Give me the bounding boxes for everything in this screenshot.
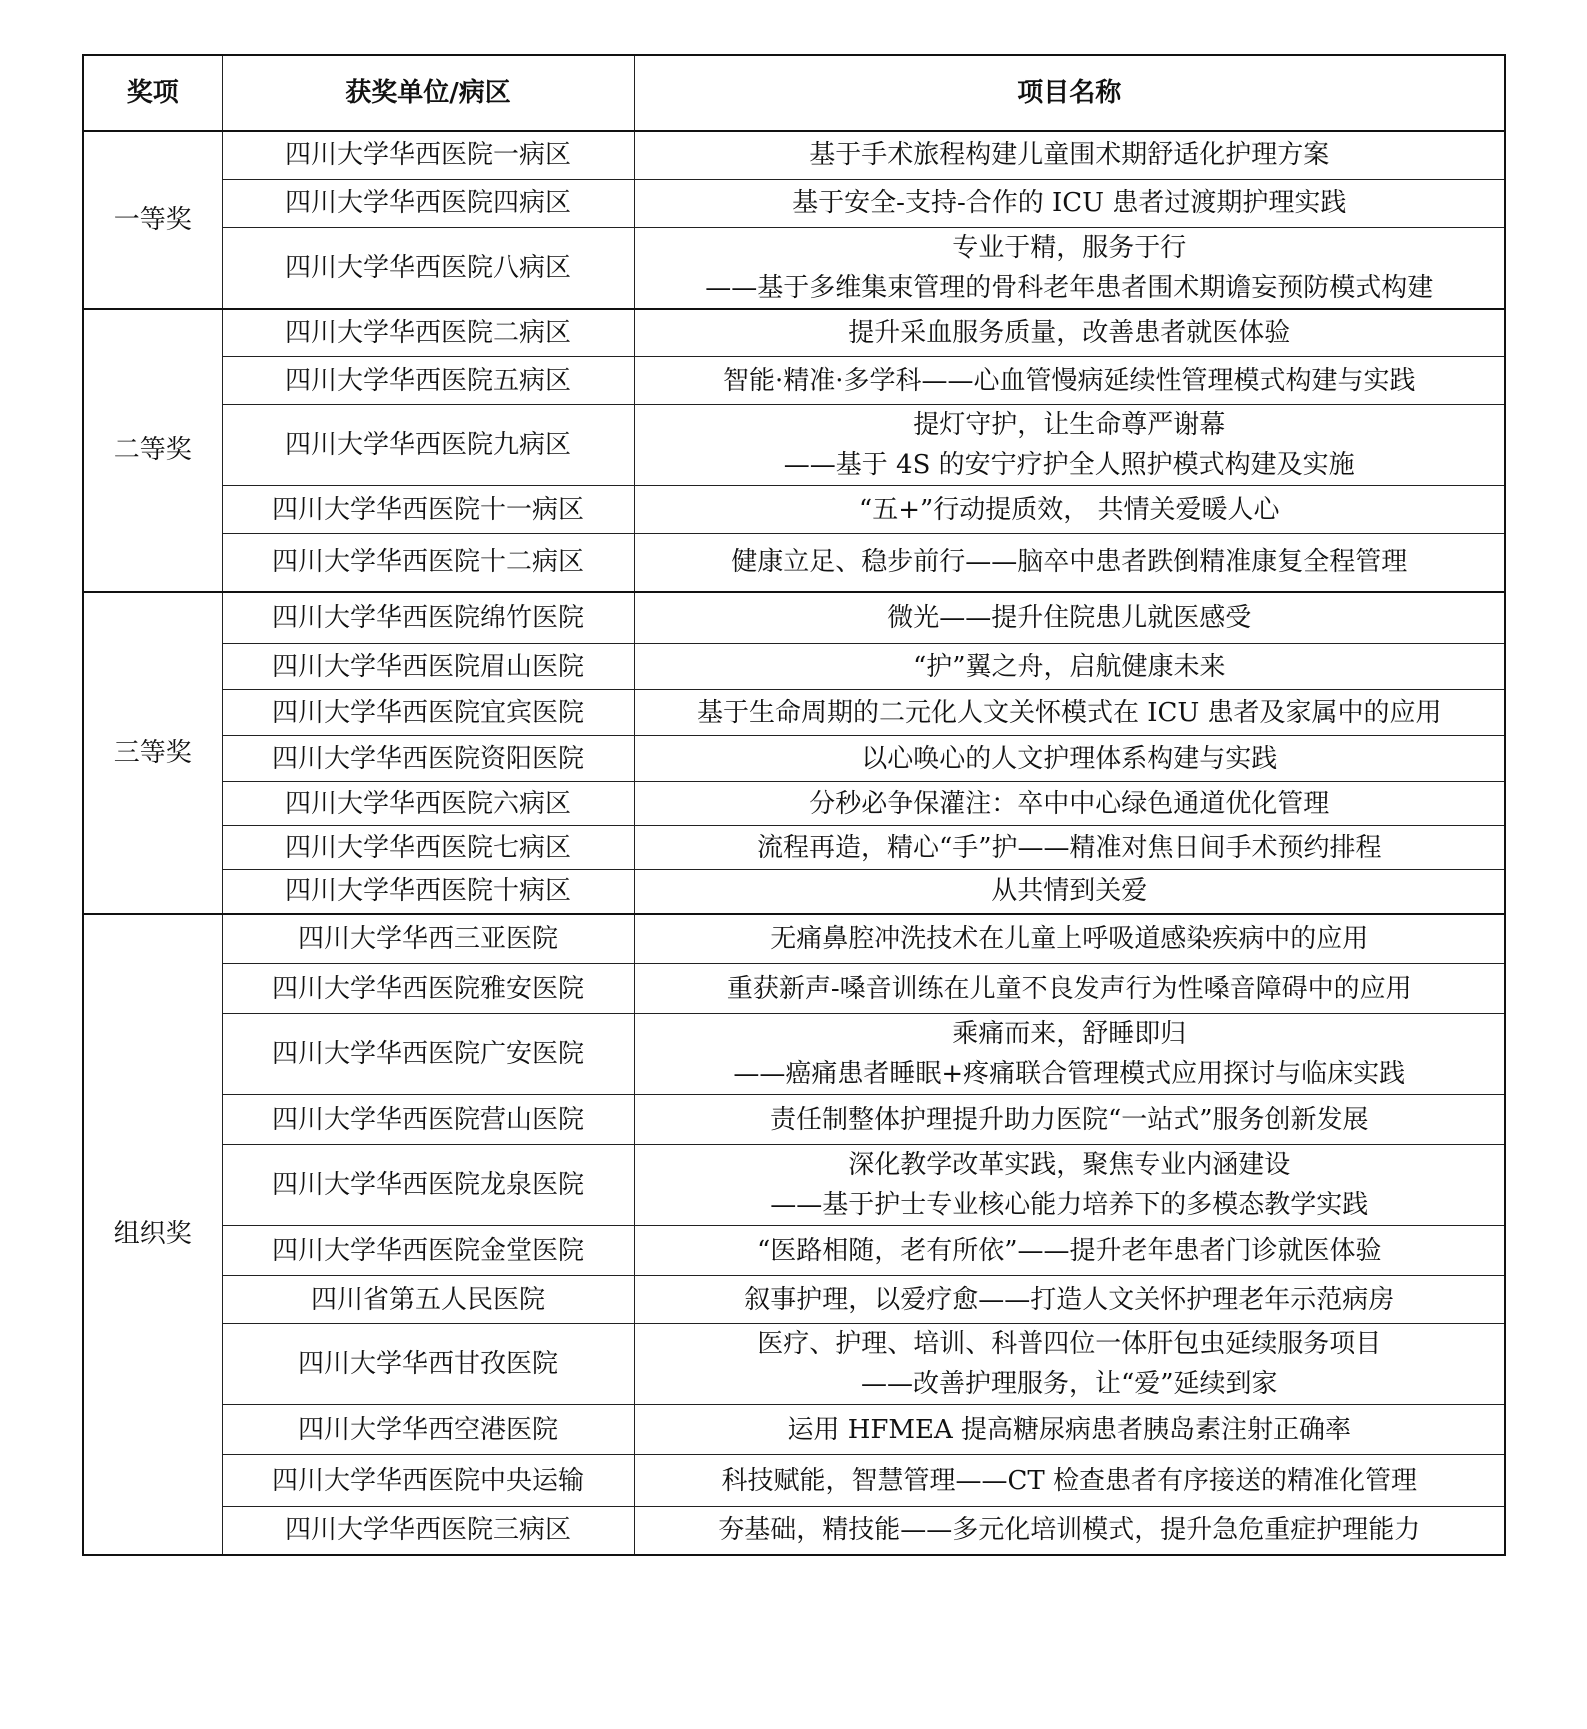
unit-cell: 四川大学华西医院七病区 <box>222 826 634 870</box>
title-line: 微光——提升住院患儿就医感受 <box>887 602 1252 633</box>
unit-cell: 四川大学华西医院八病区 <box>222 227 634 309</box>
title-line: 责任制整体护理提升助力医院“一站式”服务创新发展 <box>769 1104 1369 1135</box>
title-cell <box>634 405 1505 486</box>
award-cell: 组织奖 <box>83 914 222 1555</box>
title-line: 运用 HFMEA 提高糖尿病患者胰岛素注射正确率 <box>787 1414 1352 1445</box>
table-row <box>83 782 1505 826</box>
title-line: ——改善护理服务，让“爱”延续到家 <box>860 1369 1278 1399</box>
header-title: 项目名称 <box>634 55 1505 131</box>
title-line: 深化教学改革实践，聚焦专业内涵建设 <box>848 1150 1291 1180</box>
table-row <box>83 870 1505 914</box>
unit-cell: 四川大学华西医院宜宾医院 <box>222 690 634 736</box>
unit-cell: 四川大学华西医院眉山医院 <box>222 644 634 690</box>
title-cell <box>634 227 1505 309</box>
title-cell <box>634 309 1505 357</box>
table-row <box>83 309 1505 357</box>
title-cell <box>634 644 1505 690</box>
title-line: “护”翼之舟，启航健康未来 <box>912 651 1226 682</box>
unit-cell: 四川大学华西空港医院 <box>222 1405 634 1455</box>
unit-cell: 四川大学华西医院龙泉医院 <box>222 1145 634 1226</box>
table-row <box>83 964 1505 1014</box>
title-line: 基于手术旅程构建儿童围术期舒适化护理方案 <box>809 140 1330 171</box>
header-unit: 获奖单位/病区 <box>222 55 634 131</box>
title-cell <box>634 357 1505 405</box>
table-row <box>83 1226 1505 1276</box>
title-line: 分秒必争保灌注：卒中中心绿色通道优化管理 <box>809 788 1330 819</box>
table-row <box>83 534 1505 592</box>
title-cell <box>634 1095 1505 1145</box>
title-line: 医疗、护理、培训、科普四位一体肝包虫延续服务项目 <box>757 1329 1382 1359</box>
title-line: 专业于精，服务于行 <box>952 232 1187 263</box>
table-row <box>83 227 1505 309</box>
table-row <box>83 1324 1505 1405</box>
table-row <box>83 592 1505 644</box>
header-award: 奖项 <box>83 55 222 131</box>
unit-cell: 四川大学华西甘孜医院 <box>222 1324 634 1405</box>
title-line: ——基于多维集束管理的骨科老年患者围术期谵妄预防模式构建 <box>705 272 1434 303</box>
title-line: 流程再造，精心“手”护——精准对焦日间手术预约排程 <box>756 832 1382 863</box>
title-cell <box>634 1455 1505 1507</box>
title-cell <box>634 690 1505 736</box>
table-row <box>83 914 1505 964</box>
title-cell <box>634 736 1505 782</box>
award-cell: 二等奖 <box>83 309 222 592</box>
title-line: 叙事护理，以爱疗愈——打造人文关怀护理老年示范病房 <box>744 1284 1395 1315</box>
title-line: 以心唤心的人文护理体系构建与实践 <box>861 743 1278 774</box>
unit-cell: 四川大学华西医院营山医院 <box>222 1095 634 1145</box>
title-line: 基于生命周期的二元化人文关怀模式在 ICU 患者及家属中的应用 <box>696 697 1442 728</box>
unit-cell: 四川大学华西医院中央运输 <box>222 1455 634 1507</box>
title-cell <box>634 870 1505 914</box>
title-cell <box>634 1324 1505 1405</box>
title-line: ——癌痛患者睡眠+疼痛联合管理模式应用探讨与临床实践 <box>733 1059 1406 1089</box>
title-cell <box>634 1145 1505 1226</box>
table-row <box>83 1095 1505 1145</box>
title-cell <box>634 826 1505 870</box>
table-row <box>83 690 1505 736</box>
title-cell <box>634 1226 1505 1276</box>
unit-cell: 四川大学华西医院二病区 <box>222 309 634 357</box>
unit-cell: 四川大学华西医院十一病区 <box>222 486 634 534</box>
table-row <box>83 826 1505 870</box>
header-row <box>83 55 1505 131</box>
table-row <box>83 179 1505 227</box>
title-line: 从共情到关爱 <box>991 876 1148 907</box>
table-row <box>83 644 1505 690</box>
award-cell: 三等奖 <box>83 592 222 914</box>
unit-cell: 四川大学华西医院五病区 <box>222 357 634 405</box>
table-row <box>83 1405 1505 1455</box>
unit-cell: 四川大学华西医院绵竹医院 <box>222 592 634 644</box>
title-line: 提灯守护，让生命尊严谢幕 <box>913 410 1226 440</box>
unit-cell: 四川省第五人民医院 <box>222 1276 634 1324</box>
table-row <box>83 486 1505 534</box>
unit-cell: 四川大学华西医院金堂医院 <box>222 1226 634 1276</box>
title-cell <box>634 1276 1505 1324</box>
unit-cell: 四川大学华西医院十病区 <box>222 870 634 914</box>
table-row <box>83 1145 1505 1226</box>
table-row <box>83 1276 1505 1324</box>
awards-table <box>82 54 1506 1556</box>
title-cell <box>634 782 1505 826</box>
title-line: 科技赋能，智慧管理——CT 检查患者有序接送的精准化管理 <box>721 1465 1417 1496</box>
title-line: “五+”行动提质效， 共情关爱暖人心 <box>858 494 1280 525</box>
table-row <box>83 131 1505 179</box>
table-row <box>83 1507 1505 1555</box>
title-line: 夯基础，精技能——多元化培训模式，提升急危重症护理能力 <box>718 1515 1421 1546</box>
title-line: 重获新声-嗓音训练在儿童不良发声行为性嗓音障碍中的应用 <box>726 973 1412 1004</box>
title-line: “医路相随，老有所依”——提升老年患者门诊就医体验 <box>756 1235 1382 1266</box>
title-line: 智能·精准·多学科——心血管慢病延续性管理模式构建与实践 <box>722 365 1416 396</box>
title-line: 基于安全-支持-合作的 ICU 患者过渡期护理实践 <box>792 188 1347 218</box>
table-row <box>83 1014 1505 1095</box>
unit-cell: 四川大学华西医院一病区 <box>222 131 634 179</box>
title-line: 无痛鼻腔冲洗技术在儿童上呼吸道感染疾病中的应用 <box>770 923 1369 954</box>
table-row <box>83 405 1505 486</box>
title-line: 乘痛而来，舒睡即归 <box>952 1019 1187 1049</box>
title-cell <box>634 486 1505 534</box>
title-line: 健康立足、稳步前行——脑卒中患者跌倒精准康复全程管理 <box>731 547 1408 578</box>
title-cell <box>634 1507 1505 1555</box>
title-cell <box>634 534 1505 592</box>
unit-cell: 四川大学华西三亚医院 <box>222 914 634 964</box>
table-row <box>83 736 1505 782</box>
title-line: ——基于护士专业核心能力培养下的多模态教学实践 <box>770 1190 1369 1220</box>
unit-cell: 四川大学华西医院雅安医院 <box>222 964 634 1014</box>
title-line: 提升采血服务质量，改善患者就医体验 <box>848 317 1291 348</box>
table-body <box>83 131 1505 1555</box>
table-row <box>83 357 1505 405</box>
title-cell <box>634 964 1505 1014</box>
unit-cell: 四川大学华西医院三病区 <box>222 1507 634 1555</box>
title-cell <box>634 592 1505 644</box>
title-cell <box>634 1014 1505 1095</box>
unit-cell: 四川大学华西医院十二病区 <box>222 534 634 592</box>
title-cell <box>634 914 1505 964</box>
unit-cell: 四川大学华西医院六病区 <box>222 782 634 826</box>
title-cell <box>634 131 1505 179</box>
title-line: ——基于 4S 的安宁疗护全人照护模式构建及实施 <box>783 450 1355 480</box>
title-cell <box>634 179 1505 227</box>
unit-cell: 四川大学华西医院资阳医院 <box>222 736 634 782</box>
table-row <box>83 1455 1505 1507</box>
unit-cell: 四川大学华西医院四病区 <box>222 179 634 227</box>
unit-cell: 四川大学华西医院广安医院 <box>222 1014 634 1095</box>
title-cell <box>634 1405 1505 1455</box>
award-cell: 一等奖 <box>83 131 222 309</box>
unit-cell: 四川大学华西医院九病区 <box>222 405 634 486</box>
